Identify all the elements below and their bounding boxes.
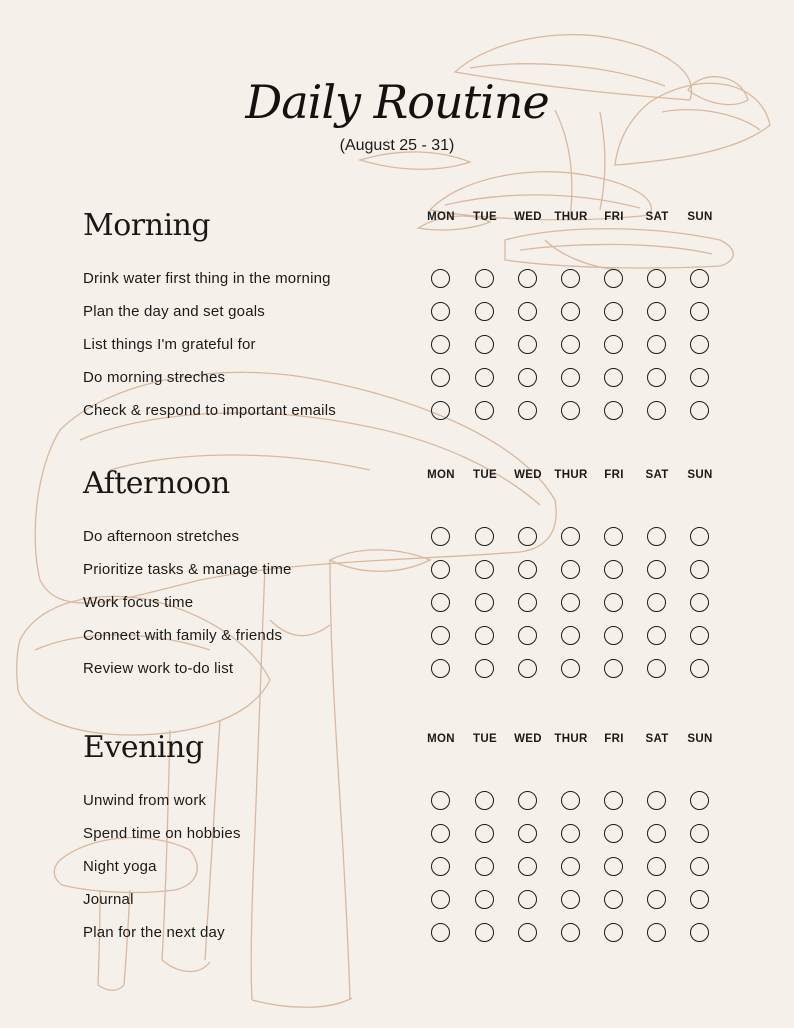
- day-header-sat: SAT: [645, 211, 669, 223]
- day-header-fri: FRI: [604, 733, 624, 745]
- checkbox-fri[interactable]: [604, 923, 623, 942]
- checkbox-fri[interactable]: [604, 824, 623, 843]
- checkbox-wed[interactable]: [518, 368, 537, 387]
- task-label: Do afternoon stretches: [83, 528, 240, 545]
- checkbox-mon[interactable]: [431, 923, 450, 942]
- day-header-sun: SUN: [687, 469, 713, 481]
- checkbox-sun[interactable]: [690, 302, 709, 321]
- checkbox-mon[interactable]: [431, 527, 450, 546]
- checkbox-fri[interactable]: [604, 560, 623, 579]
- checkbox-thur[interactable]: [561, 857, 580, 876]
- checkbox-sat[interactable]: [647, 593, 666, 612]
- task-label: Drink water first thing in the morning: [83, 270, 331, 287]
- day-header-tue: TUE: [473, 733, 497, 745]
- checkbox-thur[interactable]: [561, 401, 580, 420]
- checkbox-sat[interactable]: [647, 335, 666, 354]
- checkbox-tue[interactable]: [475, 269, 494, 288]
- checkbox-wed[interactable]: [518, 302, 537, 321]
- day-header-thur: THUR: [554, 211, 588, 223]
- day-header-sat: SAT: [645, 469, 669, 481]
- checkbox-mon[interactable]: [431, 269, 450, 288]
- day-header-sat: SAT: [645, 733, 669, 745]
- checkbox-sat[interactable]: [647, 302, 666, 321]
- checkbox-wed[interactable]: [518, 857, 537, 876]
- checkbox-wed[interactable]: [518, 824, 537, 843]
- checkbox-thur[interactable]: [561, 302, 580, 321]
- section-title: Afternoon: [83, 466, 230, 501]
- checkbox-mon[interactable]: [431, 401, 450, 420]
- checkbox-fri[interactable]: [604, 401, 623, 420]
- checkbox-mon[interactable]: [431, 659, 450, 678]
- task-label: Unwind from work: [83, 792, 207, 809]
- checkbox-thur[interactable]: [561, 626, 580, 645]
- day-header-thur: THUR: [554, 733, 588, 745]
- checkbox-tue[interactable]: [475, 335, 494, 354]
- checkbox-sat[interactable]: [647, 923, 666, 942]
- checkbox-mon[interactable]: [431, 335, 450, 354]
- checkbox-sat[interactable]: [647, 890, 666, 909]
- checkbox-thur[interactable]: [561, 824, 580, 843]
- checkbox-thur[interactable]: [561, 593, 580, 612]
- task-label: Connect with family & friends: [83, 627, 283, 644]
- day-header-mon: MON: [427, 469, 455, 481]
- checkbox-sun[interactable]: [690, 857, 709, 876]
- checkbox-thur[interactable]: [561, 923, 580, 942]
- checkbox-mon[interactable]: [431, 857, 450, 876]
- checkbox-wed[interactable]: [518, 401, 537, 420]
- task-label: Check & respond to important emails: [83, 402, 336, 419]
- checkbox-wed[interactable]: [518, 626, 537, 645]
- checkbox-fri[interactable]: [604, 626, 623, 645]
- day-header-tue: TUE: [473, 211, 497, 223]
- checkbox-sat[interactable]: [647, 527, 666, 546]
- checkbox-sat[interactable]: [647, 401, 666, 420]
- checkbox-sun[interactable]: [690, 923, 709, 942]
- task-label: Plan for the next day: [83, 924, 225, 941]
- page-title: Daily Routine: [245, 75, 549, 129]
- day-header-wed: WED: [514, 211, 542, 223]
- checkbox-tue[interactable]: [475, 368, 494, 387]
- task-label: List things I'm grateful for: [83, 336, 256, 353]
- task-label: Prioritize tasks & manage time: [83, 561, 292, 578]
- checkbox-sun[interactable]: [690, 791, 709, 810]
- checkbox-tue[interactable]: [475, 593, 494, 612]
- task-label: Night yoga: [83, 858, 157, 875]
- checkbox-wed[interactable]: [518, 659, 537, 678]
- checkbox-mon[interactable]: [431, 560, 450, 579]
- checkbox-mon[interactable]: [431, 890, 450, 909]
- checkbox-tue[interactable]: [475, 659, 494, 678]
- checkbox-fri[interactable]: [604, 368, 623, 387]
- checkbox-sun[interactable]: [690, 560, 709, 579]
- checkbox-fri[interactable]: [604, 269, 623, 288]
- checkbox-thur[interactable]: [561, 527, 580, 546]
- checkbox-fri[interactable]: [604, 527, 623, 546]
- checkbox-sun[interactable]: [690, 626, 709, 645]
- checkbox-tue[interactable]: [475, 824, 494, 843]
- checkbox-sun[interactable]: [690, 401, 709, 420]
- day-header-wed: WED: [514, 469, 542, 481]
- checkbox-wed[interactable]: [518, 527, 537, 546]
- day-header-fri: FRI: [604, 469, 624, 481]
- checkbox-sun[interactable]: [690, 335, 709, 354]
- checkbox-thur[interactable]: [561, 269, 580, 288]
- checkbox-fri[interactable]: [604, 791, 623, 810]
- day-header-tue: TUE: [473, 469, 497, 481]
- checkbox-wed[interactable]: [518, 791, 537, 810]
- checkbox-wed[interactable]: [518, 560, 537, 579]
- checkbox-mon[interactable]: [431, 626, 450, 645]
- checkbox-wed[interactable]: [518, 890, 537, 909]
- checkbox-sat[interactable]: [647, 659, 666, 678]
- checkbox-fri[interactable]: [604, 857, 623, 876]
- checkbox-sat[interactable]: [647, 857, 666, 876]
- checkbox-fri[interactable]: [604, 593, 623, 612]
- checkbox-tue[interactable]: [475, 560, 494, 579]
- checkbox-sun[interactable]: [690, 527, 709, 546]
- checkbox-sun[interactable]: [690, 593, 709, 612]
- checkbox-mon[interactable]: [431, 593, 450, 612]
- checkbox-sun[interactable]: [690, 890, 709, 909]
- section-title: Morning: [83, 208, 211, 243]
- checkbox-tue[interactable]: [475, 401, 494, 420]
- side-mushroom: [17, 596, 270, 971]
- task-label: Spend time on hobbies: [83, 825, 241, 842]
- task-label: Review work to-do list: [83, 660, 234, 677]
- checkbox-sat[interactable]: [647, 791, 666, 810]
- checkbox-mon[interactable]: [431, 302, 450, 321]
- day-header-mon: MON: [427, 733, 455, 745]
- task-label: Do morning streches: [83, 369, 226, 386]
- checkbox-thur[interactable]: [561, 368, 580, 387]
- checkbox-sun[interactable]: [690, 269, 709, 288]
- checkbox-wed[interactable]: [518, 335, 537, 354]
- checkbox-sat[interactable]: [647, 824, 666, 843]
- task-label: Journal: [83, 891, 134, 908]
- checkbox-wed[interactable]: [518, 593, 537, 612]
- checkbox-sun[interactable]: [690, 824, 709, 843]
- checkbox-mon[interactable]: [431, 824, 450, 843]
- checkbox-thur[interactable]: [561, 791, 580, 810]
- checkbox-tue[interactable]: [475, 857, 494, 876]
- checkbox-tue[interactable]: [475, 626, 494, 645]
- checkbox-mon[interactable]: [431, 368, 450, 387]
- checkbox-sat[interactable]: [647, 368, 666, 387]
- checkbox-tue[interactable]: [475, 923, 494, 942]
- day-header-sun: SUN: [687, 733, 713, 745]
- checkbox-tue[interactable]: [475, 890, 494, 909]
- checkbox-fri[interactable]: [604, 335, 623, 354]
- checkbox-sat[interactable]: [647, 269, 666, 288]
- checkbox-wed[interactable]: [518, 269, 537, 288]
- checkbox-tue[interactable]: [475, 302, 494, 321]
- checkbox-sun[interactable]: [690, 368, 709, 387]
- section-title: Evening: [83, 730, 204, 765]
- day-header-thur: THUR: [554, 469, 588, 481]
- checkbox-fri[interactable]: [604, 302, 623, 321]
- checkbox-sat[interactable]: [647, 560, 666, 579]
- checkbox-tue[interactable]: [475, 527, 494, 546]
- day-header-fri: FRI: [604, 211, 624, 223]
- checkbox-mon[interactable]: [431, 791, 450, 810]
- checkbox-tue[interactable]: [475, 791, 494, 810]
- day-header-mon: MON: [427, 211, 455, 223]
- checkbox-sat[interactable]: [647, 626, 666, 645]
- task-label: Plan the day and set goals: [83, 303, 265, 320]
- checkbox-fri[interactable]: [604, 890, 623, 909]
- date-range: (August 25 - 31): [339, 137, 455, 154]
- checkbox-fri[interactable]: [604, 659, 623, 678]
- checkbox-sun[interactable]: [690, 659, 709, 678]
- checkbox-thur[interactable]: [561, 560, 580, 579]
- day-header-wed: WED: [514, 733, 542, 745]
- day-header-sun: SUN: [687, 211, 713, 223]
- task-label: Work focus time: [83, 594, 194, 611]
- checkbox-thur[interactable]: [561, 659, 580, 678]
- checkbox-thur[interactable]: [561, 890, 580, 909]
- checkbox-thur[interactable]: [561, 335, 580, 354]
- checkbox-wed[interactable]: [518, 923, 537, 942]
